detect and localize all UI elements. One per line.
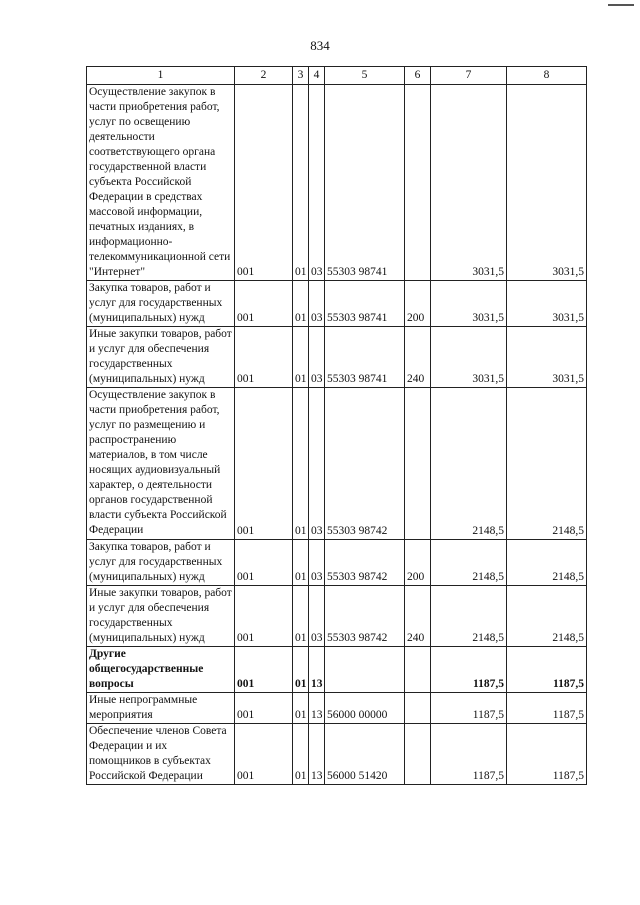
- cell-subsection: 03: [309, 327, 325, 388]
- cell-name: Иные закупки товаров, работ и услуг для обеспечения государственных (муниципальных) нужд: [87, 586, 235, 647]
- scan-artifact: [608, 4, 634, 6]
- cell-amount-7: 1187,5: [431, 693, 507, 724]
- cell-section: 01: [293, 281, 309, 327]
- cell-target-article: 56000 00000: [325, 693, 405, 724]
- cell-code: 001: [235, 724, 293, 785]
- cell-name: Обеспечение членов Совета Федерации и их помощников в субъектах Российской Федерации: [87, 724, 235, 785]
- cell-name: Иные непрограммные мероприятия: [87, 693, 235, 724]
- table-row: [87, 724, 587, 785]
- cell-target-article: [325, 647, 405, 693]
- cell-subsection: 03: [309, 281, 325, 327]
- cell-section: 01: [293, 85, 309, 281]
- cell-amount-7: 3031,5: [431, 327, 507, 388]
- cell-code: 001: [235, 693, 293, 724]
- cell-expense-type: 200: [405, 540, 431, 586]
- cell-amount-8: 2148,5: [507, 540, 587, 586]
- cell-code: 001: [235, 540, 293, 586]
- cell-amount-8: 1187,5: [507, 693, 587, 724]
- cell-expense-type: 200: [405, 281, 431, 327]
- table-row: [87, 586, 587, 647]
- cell-name: Другие общегосударственные вопросы: [87, 647, 235, 693]
- cell-expense-type: [405, 693, 431, 724]
- table-row: [87, 281, 587, 327]
- table-header-row: [87, 67, 587, 85]
- table-row: [87, 540, 587, 586]
- col-header-5: 5: [325, 67, 405, 85]
- cell-code: 001: [235, 647, 293, 693]
- cell-amount-7: 2148,5: [431, 540, 507, 586]
- cell-amount-8: 3031,5: [507, 85, 587, 281]
- cell-section: 01: [293, 540, 309, 586]
- cell-expense-type: [405, 724, 431, 785]
- cell-target-article: 55303 98741: [325, 327, 405, 388]
- cell-amount-8: 1187,5: [507, 647, 587, 693]
- col-header-1: 1: [87, 67, 235, 85]
- cell-code: 001: [235, 586, 293, 647]
- cell-code: 001: [235, 281, 293, 327]
- col-header-2: 2: [235, 67, 293, 85]
- table-body: [87, 85, 587, 785]
- col-header-8: 8: [507, 67, 587, 85]
- cell-subsection: 03: [309, 586, 325, 647]
- cell-expense-type: [405, 647, 431, 693]
- cell-section: 01: [293, 327, 309, 388]
- col-header-3: 3: [293, 67, 309, 85]
- cell-amount-8: 3031,5: [507, 281, 587, 327]
- table-row: [87, 388, 587, 540]
- cell-target-article: 56000 51420: [325, 724, 405, 785]
- cell-code: 001: [235, 327, 293, 388]
- cell-amount-7: 3031,5: [431, 85, 507, 281]
- cell-amount-7: 3031,5: [431, 281, 507, 327]
- cell-section: 01: [293, 586, 309, 647]
- cell-expense-type: [405, 85, 431, 281]
- cell-amount-7: 2148,5: [431, 388, 507, 540]
- cell-target-article: 55303 98742: [325, 388, 405, 540]
- cell-subsection: 03: [309, 85, 325, 281]
- cell-amount-8: 3031,5: [507, 327, 587, 388]
- cell-code: 001: [235, 85, 293, 281]
- cell-expense-type: 240: [405, 327, 431, 388]
- cell-target-article: 55303 98741: [325, 85, 405, 281]
- cell-subsection: 13: [309, 647, 325, 693]
- col-header-6: 6: [405, 67, 431, 85]
- cell-section: 01: [293, 724, 309, 785]
- cell-section: 01: [293, 693, 309, 724]
- cell-amount-7: 1187,5: [431, 724, 507, 785]
- cell-section: 01: [293, 388, 309, 540]
- cell-expense-type: [405, 388, 431, 540]
- cell-subsection: 03: [309, 540, 325, 586]
- cell-section: 01: [293, 647, 309, 693]
- cell-name: Закупка товаров, работ и услуг для государственных (муниципальных) нужд: [87, 540, 235, 586]
- cell-subsection: 03: [309, 388, 325, 540]
- table-row: [87, 693, 587, 724]
- cell-name: Закупка товаров, работ и услуг для государственных (муниципальных) нужд: [87, 281, 235, 327]
- cell-subsection: 13: [309, 724, 325, 785]
- table-row: [87, 327, 587, 388]
- budget-table: [86, 66, 587, 785]
- cell-name: Осуществление закупок в части приобретения работ, услуг по размещению и распространению материалов, в том числе носящих аудиовизуальный характер, о деятельности органов государственной власти субъекта Российской Федерации: [87, 388, 235, 540]
- cell-subsection: 13: [309, 693, 325, 724]
- cell-name: Иные закупки товаров, работ и услуг для обеспечения государственных (муниципальных) нужд: [87, 327, 235, 388]
- cell-expense-type: 240: [405, 586, 431, 647]
- cell-amount-8: 2148,5: [507, 586, 587, 647]
- cell-name: Осуществление закупок в части приобретения работ, услуг по освещению деятельности соответствующего органа государственной власти субъекта Российской Федерации в средствах массовой информации, печатных изданиях, в информационно-телекоммуникационной сети "Интернет": [87, 85, 235, 281]
- cell-amount-7: 1187,5: [431, 647, 507, 693]
- cell-target-article: 55303 98742: [325, 540, 405, 586]
- col-header-4: 4: [309, 67, 325, 85]
- col-header-7: 7: [431, 67, 507, 85]
- page-number: 834: [310, 38, 330, 53]
- table-row: [87, 647, 587, 693]
- cell-amount-7: 2148,5: [431, 586, 507, 647]
- cell-target-article: 55303 98741: [325, 281, 405, 327]
- cell-target-article: 55303 98742: [325, 586, 405, 647]
- cell-amount-8: 1187,5: [507, 724, 587, 785]
- cell-code: 001: [235, 388, 293, 540]
- table-row: [87, 85, 587, 281]
- cell-amount-8: 2148,5: [507, 388, 587, 540]
